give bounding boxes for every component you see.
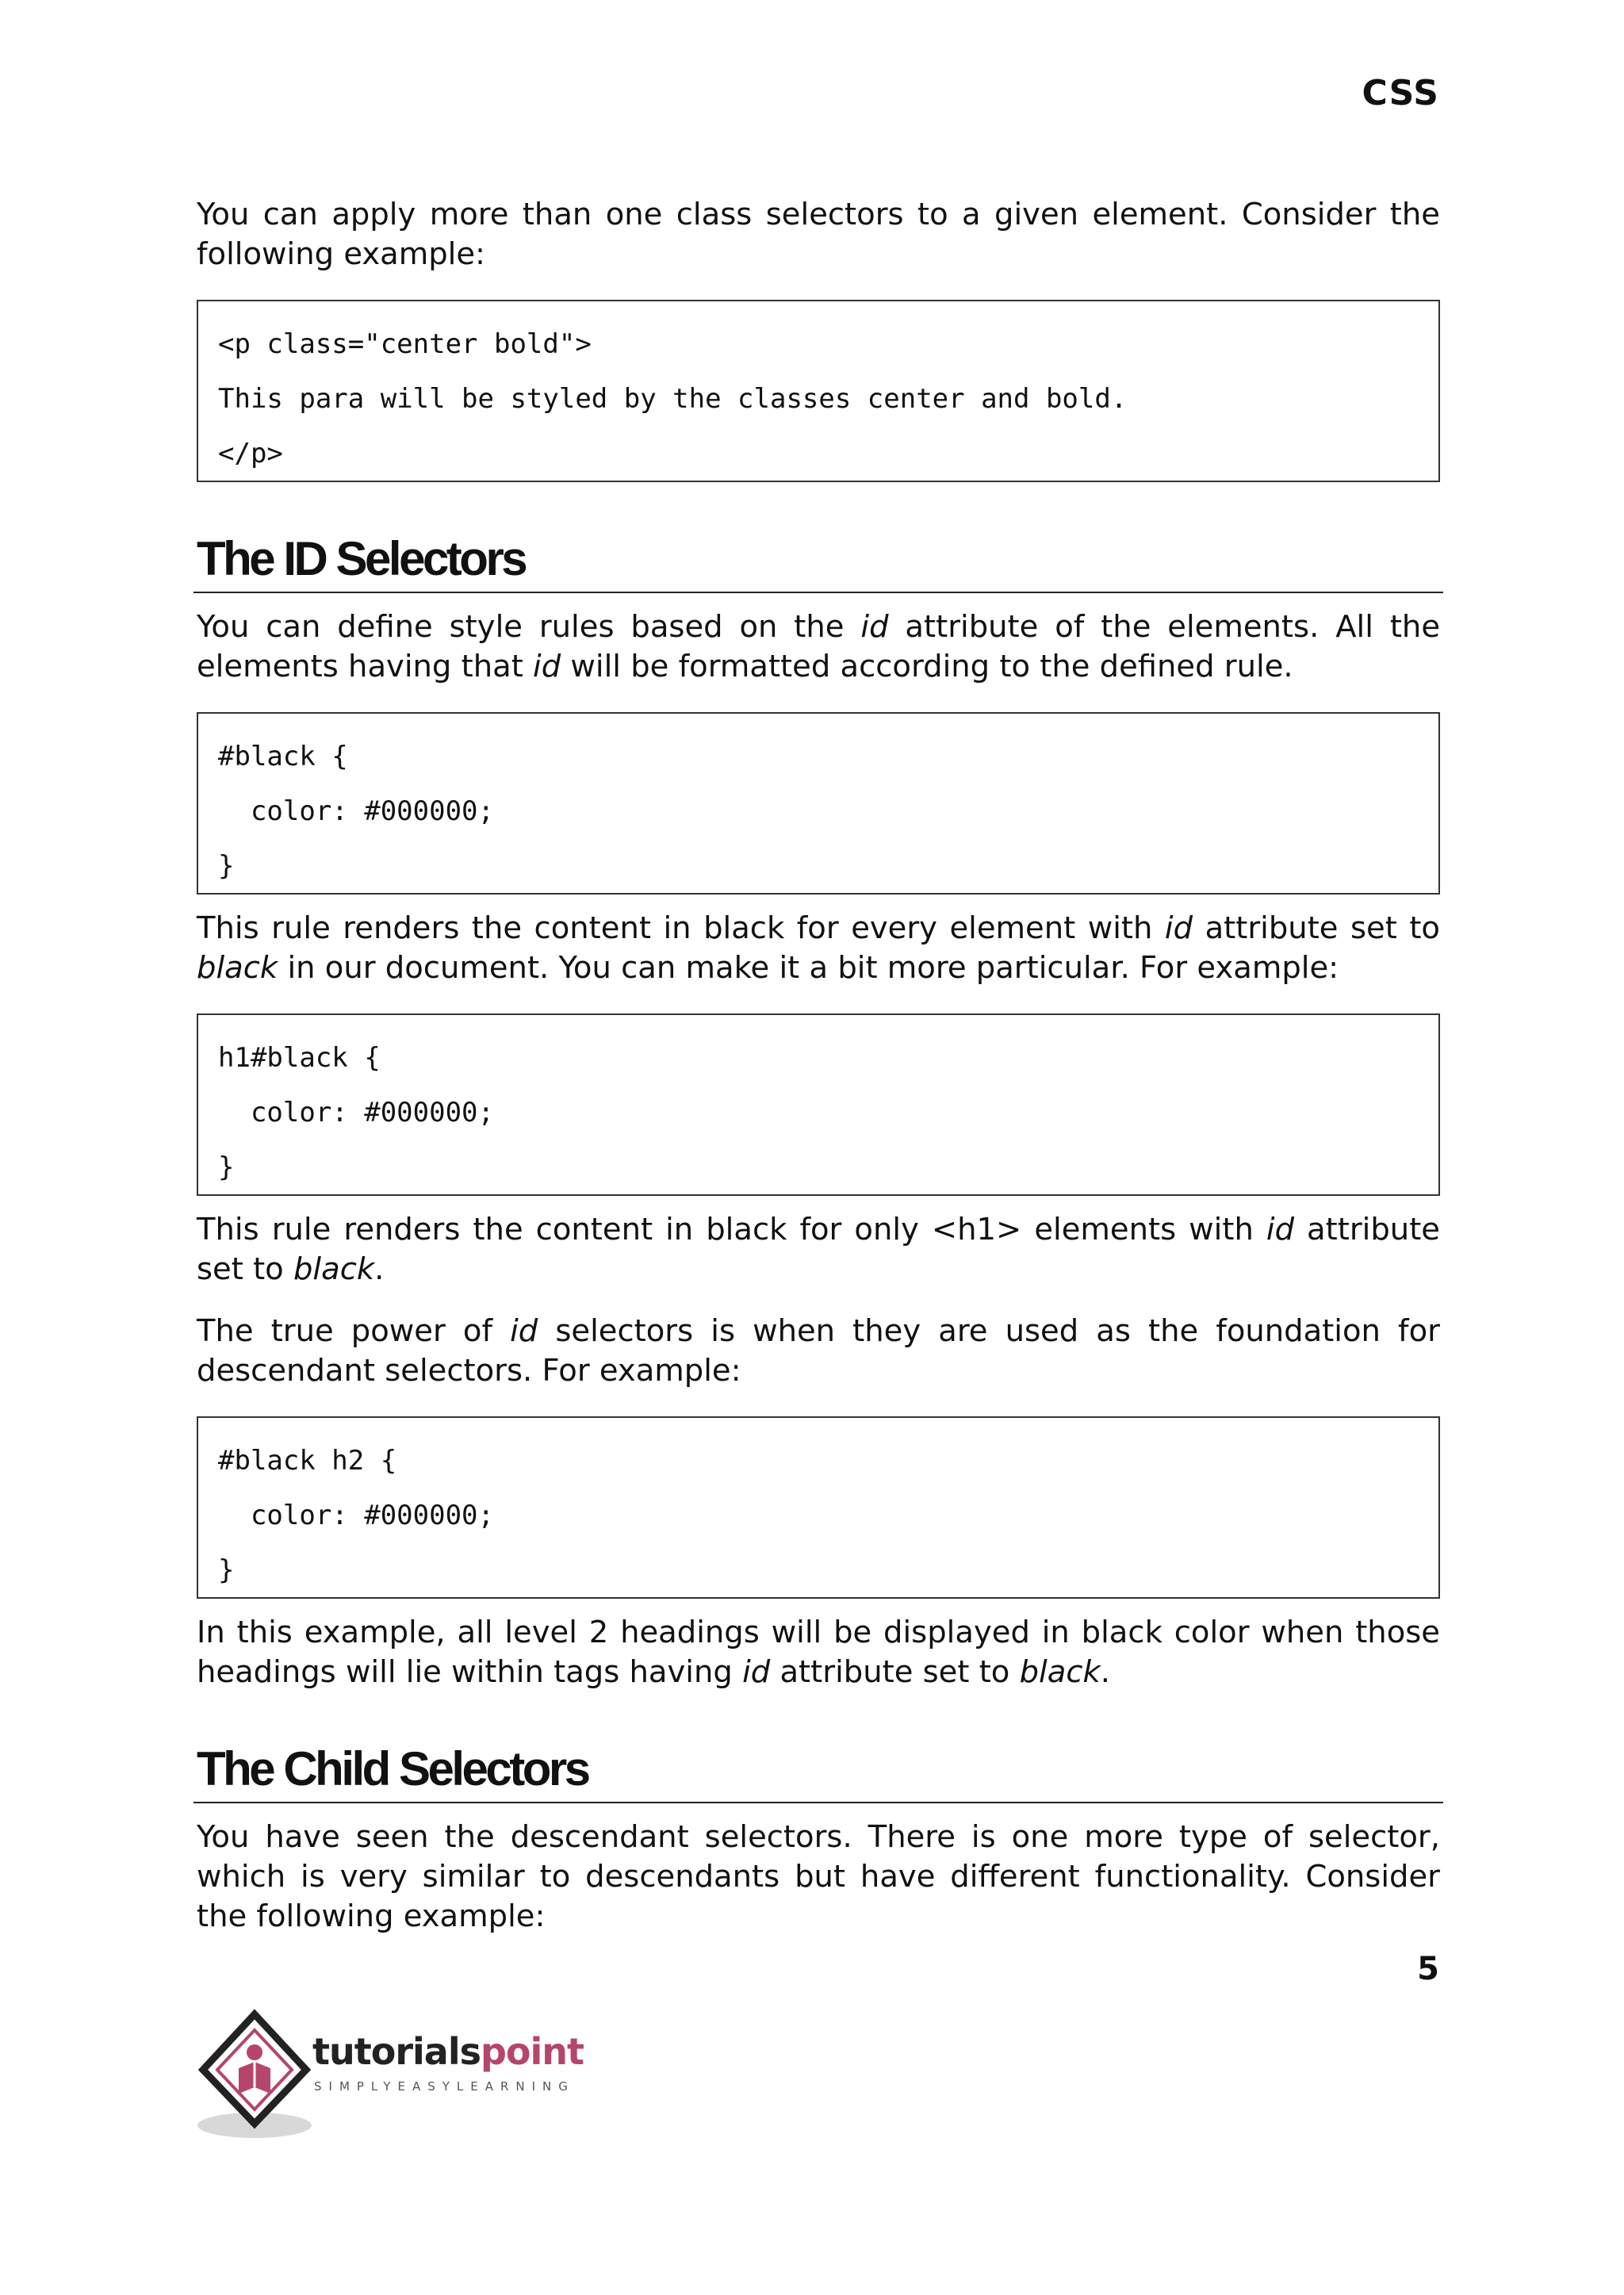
id-paragraph-5: In this example, all level 2 headings will be displayed in black color when those headings will lie within tags having id attribute set to black.: [197, 1615, 1440, 1690]
logo-tagline: SIMPLYEASYLEARNING: [314, 2079, 575, 2094]
code-block-multiclass: <p class="center bold"> This para will be styled by the classes center and bold. </p>: [197, 300, 1440, 482]
intro-paragraph: You can apply more than one class selectors to a given element. Consider the following example:: [197, 197, 1440, 272]
id-paragraph-1: You can define style rules based on the id attribute of the elements. All the elements having that id will be formatted according to the defined rule.: [197, 609, 1441, 684]
section-heading-id-selectors: The ID Selectors: [197, 532, 526, 585]
tutorialspoint-logo: [195, 2006, 607, 2149]
id-paragraph-2: This rule renders the content in black for every element with id attribute set to black in our document. You can make it a bit more particular. For example:: [197, 910, 1440, 986]
code-block-h1-black: h1#black { color: #000000; }: [197, 1013, 1440, 1196]
code-block-descendant: #black h2 { color: #000000; }: [197, 1416, 1440, 1599]
heading-rule: [193, 1802, 1443, 1803]
running-header: CSS: [1362, 73, 1439, 113]
id-paragraph-4: The true power of id selectors is when they are used as the foundation for descendant selectors. For example:: [197, 1313, 1440, 1389]
section-heading-child-selectors: The Child Selectors: [197, 1742, 588, 1795]
id-paragraph-3: This rule renders the content in black for only <h1> elements with id attribute set to black.: [197, 1212, 1440, 1287]
logo-wordmark: tutorialspoint: [312, 2030, 584, 2073]
page-number: 5: [1417, 1951, 1439, 1987]
child-paragraph-1: You have seen the descendant selectors. There is one more type of selector, which is very similar to descendants but have different functionality. Consider the following example:: [197, 1819, 1440, 1934]
code-block-id-black: #black { color: #000000; }: [197, 712, 1440, 895]
logo-diamond-icon: [195, 2006, 322, 2149]
heading-rule: [193, 592, 1443, 593]
